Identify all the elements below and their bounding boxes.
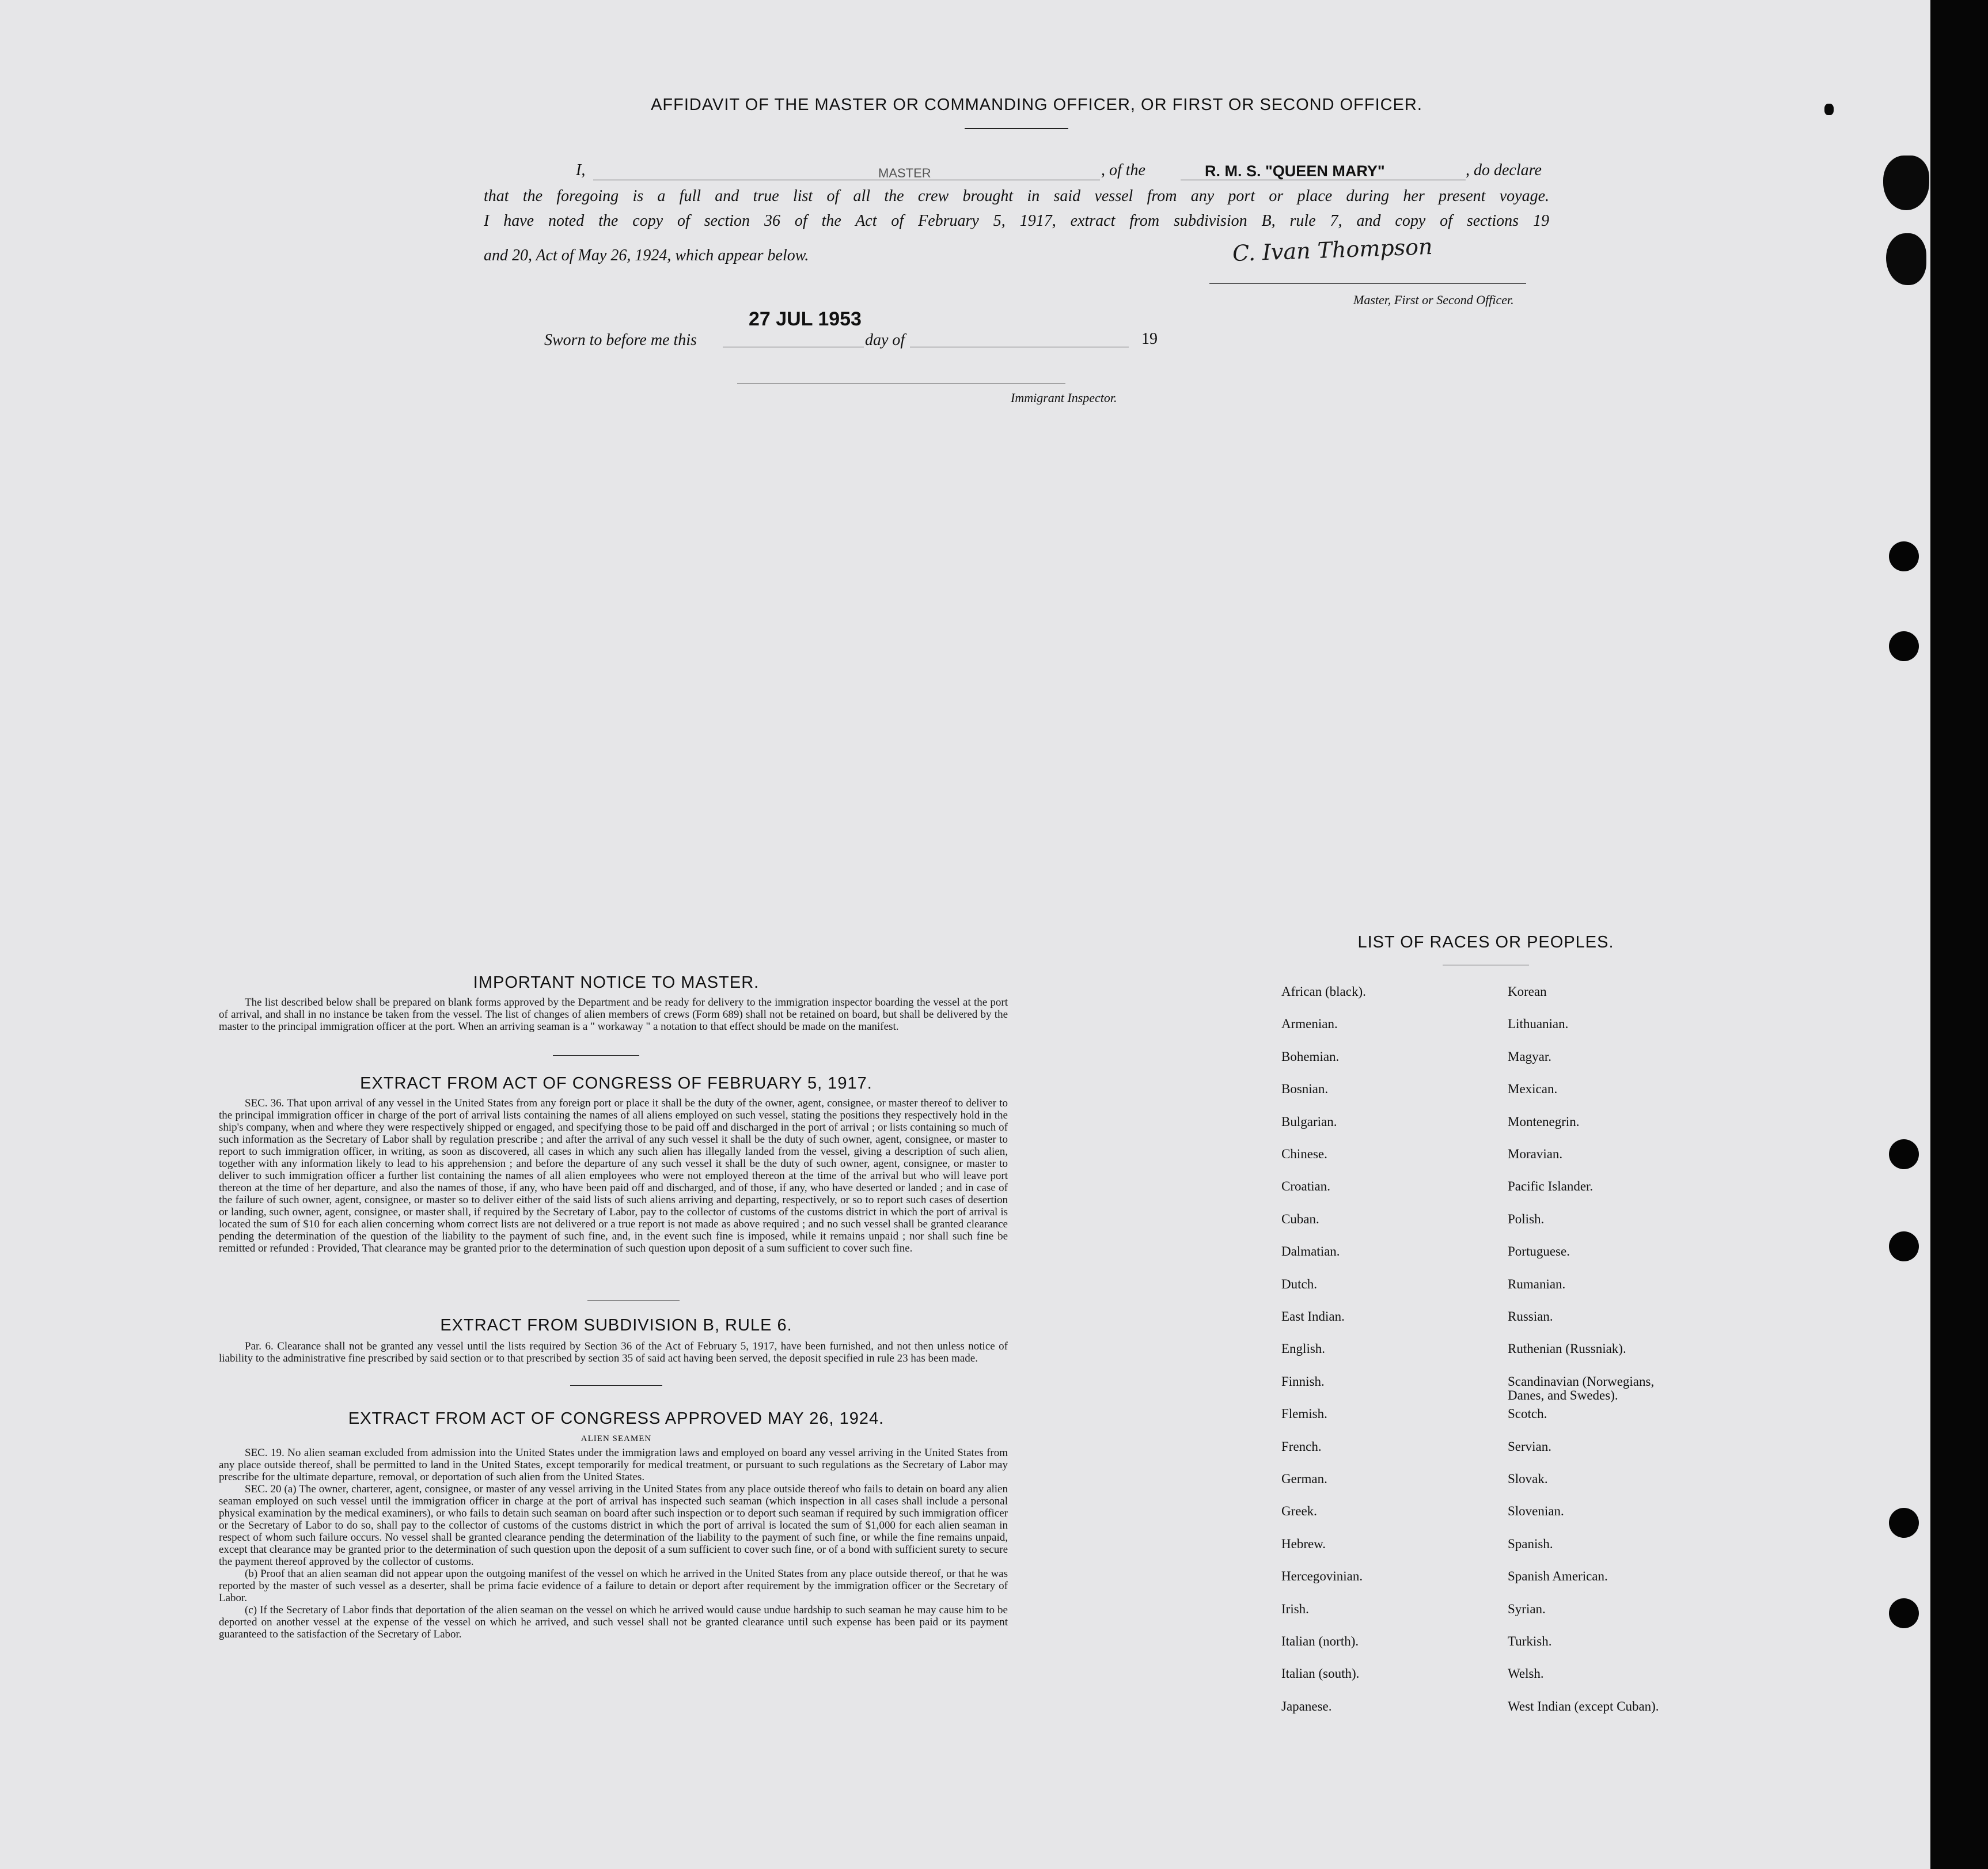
race-item: Slovak. [1508,1472,1548,1486]
notice-divider [553,1055,639,1056]
binder-hole [1889,1598,1919,1628]
race-item: Lithuanian. [1508,1017,1569,1032]
race-item: Montenegrin. [1508,1114,1580,1129]
race-item: Irish. [1281,1601,1309,1616]
extract-1917-title: EXTRACT FROM ACT OF CONGRESS OF FEBRUARY 5, 1917. [360,1074,872,1093]
race-item: West Indian (except Cuban). [1508,1699,1659,1713]
race-item: Slovenian. [1508,1504,1564,1519]
race-item: East Indian. [1281,1309,1345,1324]
race-item: Flemish. [1281,1407,1327,1421]
race-item: Bosnian. [1281,1082,1329,1097]
race-item: Dutch. [1281,1276,1317,1291]
race-item: Mexican. [1508,1082,1558,1097]
race-item: Chinese. [1281,1147,1327,1161]
do-declare-label: , do declare [1466,161,1542,179]
race-item: Italian (south). [1281,1666,1360,1681]
race-item: Finnish. [1281,1374,1325,1389]
scan-border [1930,0,1988,1869]
race-item: Welsh. [1508,1666,1544,1681]
race-item: Hercegovinian. [1281,1569,1363,1584]
race-item: Syrian. [1508,1601,1546,1616]
rule-6-body: Par. 6. Clearance shall not be granted any vessel until the lists required by Section 36 of the Act of February 5, 1917, have been furnished, and not then unless notice of liability to the administrative fine prescribed by said section or to that prescribed by section 35 of said act having been served, the deposit specified in rule 23 has been made. [219,1340,1008,1364]
race-item: Bulgarian. [1281,1114,1337,1129]
title-divider [965,128,1068,129]
affidavit-line-2: that the foregoing is a full and true list of all the crew brought in said vessel from any port or place during her present voyage. [484,187,1549,205]
race-item: Hebrew. [1281,1536,1326,1551]
date-stamp: 27 JUL 1953 [749,308,862,330]
race-item: German. [1281,1472,1327,1486]
race-item: Ruthenian (Russniak). [1508,1341,1626,1356]
alien-seamen-subtitle: ALIEN SEAMEN [581,1434,652,1443]
inspector-caption: Immigrant Inspector. [1011,391,1117,405]
torn-mark [1883,156,1929,210]
race-item: Japanese. [1281,1699,1332,1713]
affidavit-line-4: and 20, Act of May 26, 1924, which appear below. [484,247,809,264]
rule-6-title: EXTRACT FROM SUBDIVISION B, RULE 6. [440,1316,792,1335]
race-item: Italian (north). [1281,1634,1359,1648]
master-fill: MASTER [878,166,931,180]
corner-mark [1824,104,1834,115]
vessel-fill: R. M. S. "QUEEN MARY" [1205,162,1385,180]
race-item: Armenian. [1281,1017,1338,1032]
race-item: Croatian. [1281,1179,1330,1194]
race-item: Polish. [1508,1211,1545,1226]
race-item: Dalmatian. [1281,1244,1340,1259]
signature-caption: Master, First or Second Officer. [1353,293,1514,307]
race-item: Korean [1508,984,1547,999]
extract-1924-title: EXTRACT FROM ACT OF CONGRESS APPROVED MAY 26, 1924. [348,1409,885,1428]
torn-mark [1886,233,1926,285]
binder-hole [1889,631,1919,661]
rule-6-divider [570,1385,662,1386]
race-item: Scandinavian (Norwegians, Danes, and Swedes). [1508,1374,1655,1402]
day-of-label: day of [865,331,905,349]
binder-hole [1889,541,1919,571]
binder-hole [1889,1231,1919,1261]
race-item: Bohemian. [1281,1049,1340,1064]
year-label: 19 [1141,330,1158,348]
race-item: Pacific Islander. [1508,1179,1594,1194]
signature-line [1209,283,1526,284]
sec-20b: (b) Proof that an alien seaman did not appear upon the outgoing manifest of the vessel on which he arrived in the United States from any place outside thereof, or that he was reported by the master of such vessel as a deserter, shall be prima facie evidence of a failure to detain or deport after requirement by the immigration officer or the Secretary of Labor. [219,1568,1008,1604]
race-item: Scotch. [1508,1407,1547,1421]
race-item: Moravian. [1508,1147,1563,1161]
i-label: I, [576,161,586,179]
notice-title: IMPORTANT NOTICE TO MASTER. [473,973,760,992]
sec-19: SEC. 19. No alien seaman excluded from admission into the United States under the immigration laws and employed on board any vessel arriving in the United States from any place outside thereof, shall be permitted to land in the United States, except temporarily for medical treatment, or pursuant to such regulations as the Secretary of Labor may prescribe for the ultimate departure, removal, or deportation of such alien from the United States. [219,1447,1008,1483]
extract-1924-body [219,1447,1008,1640]
race-item: Greek. [1281,1504,1317,1519]
notice-body: The list described below shall be prepared on blank forms approved by the Department and be ready for delivery to the immigration inspector boarding the vessel at the port of arrival, and shall in no instance be taken from the vessel. The list of changes of alien members of crews (Form 689) shall not be retained on board, but shall be delivered by the master to the principal immigration officer at the port. When an arriving seaman is a " workaway " a notation to that effect should be made on the manifest. [219,996,1008,1033]
race-item: English. [1281,1341,1326,1356]
of-the-label: , of the [1101,161,1145,179]
race-item: African (black). [1281,984,1366,999]
race-item: Servian. [1508,1439,1552,1454]
sec-20c: (c) If the Secretary of Labor finds that deportation of the alien seaman on the vessel on which he arrived would cause undue hardship to such seaman he may cause him to be deported on another vessel at the expense of the vessel on which he arrived, and such vessel shall not be granted clearance until such expense has been paid or its payment guaranteed to the satisfaction of the Secretary of Labor. [219,1604,1008,1640]
extract-1917-body: SEC. 36. That upon arrival of any vessel in the United States from any foreign port or place it shall be the duty of the owner, agent, consignee, or master thereof to deliver to the principal immigration officer in charge of the port of arrival lists containing the names of all aliens employed on such vessel, stating the positions they respectively hold in the ship's company, when and where they were respectively shipped or engaged, and specifying those to be paid off and discharged in the port of arrival ; or lists containing so much of such information as the Secretary of Labor shall by regulation prescribe ; and after the arrival of any such vessel it shall be the duty of such owner, agent, consignee, or master to report to such immigration officer, in writing, as soon as discovered, all cases in which any such alien has illegally landed from the vessel, giving a description of such alien, together with any information likely to lead to his apprehension ; and before the departure of any such vessel it shall be the duty of such owner, agent, consignee, or master to deliver to such immigration officer a further list containing the names of all alien employees who were not employed thereon at the time of the arrival but who will leave port thereon at the time of her departure, and also the names of those, if any, who have been paid off and discharged, and of those, if any, who have deserted or landed ; and in case of the failure of such owner, agent, consignee, or master so to deliver either of the said lists of such aliens arriving and departing, respectively, or so to report such cases of desertion or landing, such owner, agent, consignee, or master shall, if required by the Secretary of Labor, pay to the collector of customs of the customs district in which the port of arrival is located the sum of $10 for each alien concerning whom correct lists are not delivered or a true report is not made as above required ; and no such vessel shall be granted clearance pending the determination of the question of the liability to the payment of such fine, and, in the event such fine is imposed, while it remains unpaid ; nor shall such fine be remitted or refunded : Provided, That clearance may be granted prior to the determination of such question upon deposit of a sum sufficient to cover such fine. [219,1097,1008,1254]
race-item: Turkish. [1508,1634,1552,1648]
sworn-label: Sworn to before me this [544,331,697,349]
race-item: Cuban. [1281,1211,1319,1226]
race-item: Portuguese. [1508,1244,1570,1259]
signature: C. Ivan Thompson [1232,233,1433,267]
affidavit-line-3: I have noted the copy of section 36 of the Act of February 5, 1917, extract from subdivision B, rule 7, and copy of sections 19 [484,212,1549,230]
race-item: Spanish American. [1508,1569,1608,1584]
race-item: Rumanian. [1508,1276,1566,1291]
sec-20a: SEC. 20 (a) The owner, charterer, agent, consignee, or master of any vessel arriving in the United States from any place outside thereof who fails to detain on board any alien seaman employed on such vessel until the immigration officer in charge at the port of arrival has inspected such seaman (which inspection in all cases shall include a personal physical examination by the medical examiners), or who fails to detain such seaman on board after such inspection or to deport such seaman if required by such immigration officer or the Secretary of Labor to do so, shall pay to the collector of customs of the customs district in which the port of arrival is located the sum of $1,000 for each alien seaman in respect of whom such failure occurs. No vessel shall be granted clearance pending the determination of the liability to the payment of such fine, or while the fine remains unpaid, except that clearance may be granted prior to the determination of such question upon the deposit of a sum sufficient to cover such fine, or of a bond with sufficient surety to secure the payment thereof approved by the collector of customs. [219,1483,1008,1568]
affidavit-title: AFFIDAVIT OF THE MASTER OR COMMANDING OFFICER, OR FIRST OR SECOND OFFICER. [651,96,1422,114]
race-item: French. [1281,1439,1322,1454]
race-item: Russian. [1508,1309,1553,1324]
binder-hole [1889,1508,1919,1538]
race-item: Magyar. [1508,1049,1552,1064]
binder-hole [1889,1139,1919,1169]
race-item: Spanish. [1508,1536,1553,1551]
races-title: LIST OF RACES OR PEOPLES. [1357,933,1614,951]
